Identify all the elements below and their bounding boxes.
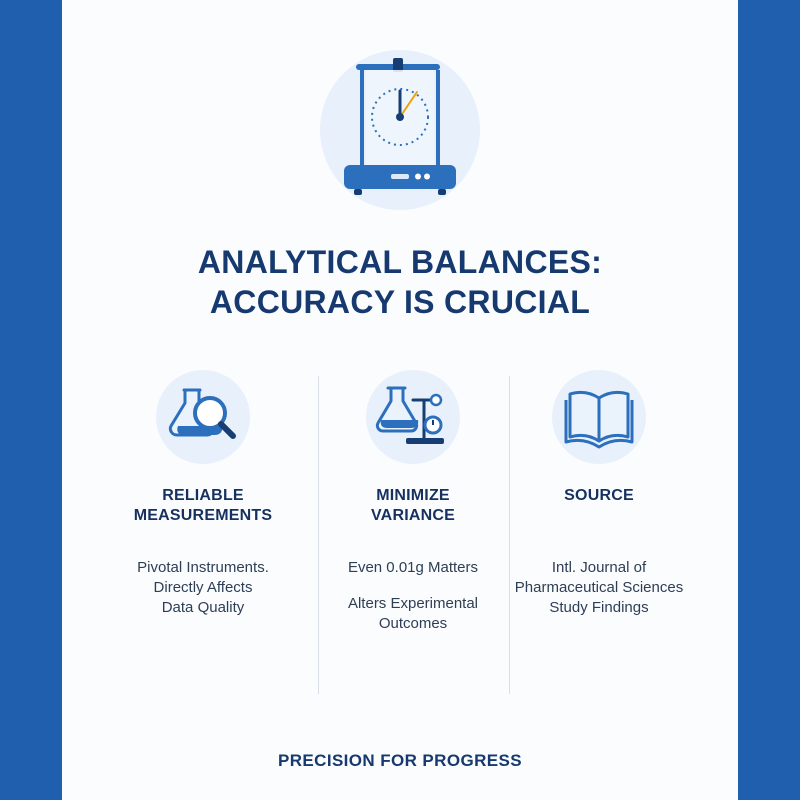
feature-text-line: Data Quality bbox=[161, 599, 245, 616]
feature-heading-line-2: MEASUREMENTS bbox=[133, 507, 273, 524]
flask-balance-icon bbox=[366, 370, 460, 464]
feature-heading-line-1: MINIMIZE bbox=[376, 487, 450, 504]
feature-text bbox=[502, 558, 696, 618]
feature-text-line: Intl. Journal of bbox=[551, 559, 647, 576]
feature-columns bbox=[62, 370, 738, 700]
feature-heading bbox=[316, 486, 510, 526]
feature-text-line: Pharmaceutical Sciences bbox=[514, 579, 684, 596]
feature-column-source bbox=[502, 370, 696, 700]
feature-text bbox=[316, 558, 510, 634]
feature-text-line: Directly Affects bbox=[153, 579, 253, 596]
feature-column-variance bbox=[316, 370, 510, 700]
footer-tagline: PRECISION FOR PROGRESS bbox=[277, 751, 522, 770]
feature-text bbox=[106, 558, 300, 618]
left-side-band bbox=[0, 0, 62, 800]
feature-text-line: Outcomes bbox=[378, 615, 448, 632]
feature-heading-line-1: SOURCE bbox=[564, 487, 634, 504]
feature-text-line: Pivotal Instruments. bbox=[137, 559, 269, 576]
feature-heading bbox=[502, 486, 696, 506]
feature-heading-line-2: VARIANCE bbox=[371, 507, 455, 524]
feature-column-reliable bbox=[106, 370, 300, 700]
title-line-1: ANALYTICAL BALANCES: bbox=[197, 244, 603, 280]
open-book-icon bbox=[552, 370, 646, 464]
feature-text-line: Even 0.01g Matters bbox=[347, 559, 479, 576]
right-side-band bbox=[738, 0, 800, 800]
feature-heading-line-1: RELIABLE bbox=[162, 487, 244, 504]
feature-heading bbox=[106, 486, 300, 526]
page-title bbox=[62, 242, 738, 322]
flask-magnifier-icon bbox=[156, 370, 250, 464]
analytical-balance-icon bbox=[320, 50, 480, 210]
feature-text-line: Study Findings bbox=[549, 599, 649, 616]
feature-text-line: Alters Experimental bbox=[347, 595, 479, 612]
main-panel bbox=[62, 0, 738, 800]
title-line-2: ACCURACY IS CRUCIAL bbox=[209, 284, 591, 320]
